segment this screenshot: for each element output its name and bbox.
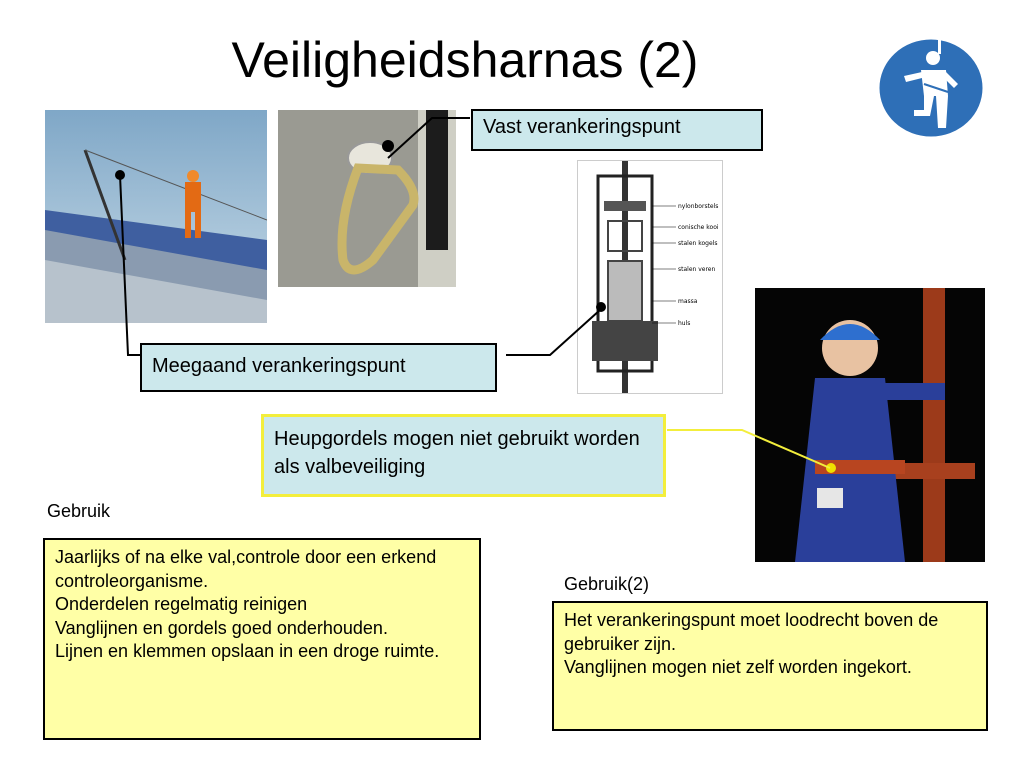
usage2-heading: Gebruik(2) xyxy=(564,574,650,594)
usage-notes-text: Jaarlijks of na elke val,controle door een erkend controleorganisme. Onderdelen regelmatig reinigen Vanglijnen en gordels goed onderhouden. Lijnen en klemmen opslaan in een droge ruimte. xyxy=(55,547,440,661)
diagram-label-0: nylonborstels xyxy=(678,203,719,210)
callout-hip-belts-warning xyxy=(261,414,666,497)
diagram-label-1: conische kooi xyxy=(678,224,719,231)
callout-moving-anchor-text: Meegaand verankeringspunt xyxy=(152,355,406,377)
diagram-label-2: stalen kogels xyxy=(678,240,718,247)
callout-fixed-anchor-text: Vast verankeringspunt xyxy=(483,116,681,138)
usage2-notes-text: Het verankeringspunt moet loodrecht boven de gebruiker zijn. Vanglijnen mogen niet zelf worden ingekort. xyxy=(564,610,939,677)
usage-heading: Gebruik xyxy=(47,501,111,521)
callout-moving-anchor xyxy=(140,343,497,392)
diagram-label-4: massa xyxy=(678,298,698,305)
usage2-notes-box xyxy=(552,601,988,731)
diagram-label-5: huls xyxy=(678,320,691,327)
diagram-label-3: stalen veren xyxy=(678,266,716,273)
callout-fixed-anchor xyxy=(471,109,763,151)
usage-notes-box xyxy=(43,538,481,740)
slide-title: Veiligheidsharnas (2) xyxy=(231,32,699,88)
callout-hip-belts-text: Heupgordels mogen niet gebruikt worden als valbeveiliging xyxy=(274,428,640,478)
